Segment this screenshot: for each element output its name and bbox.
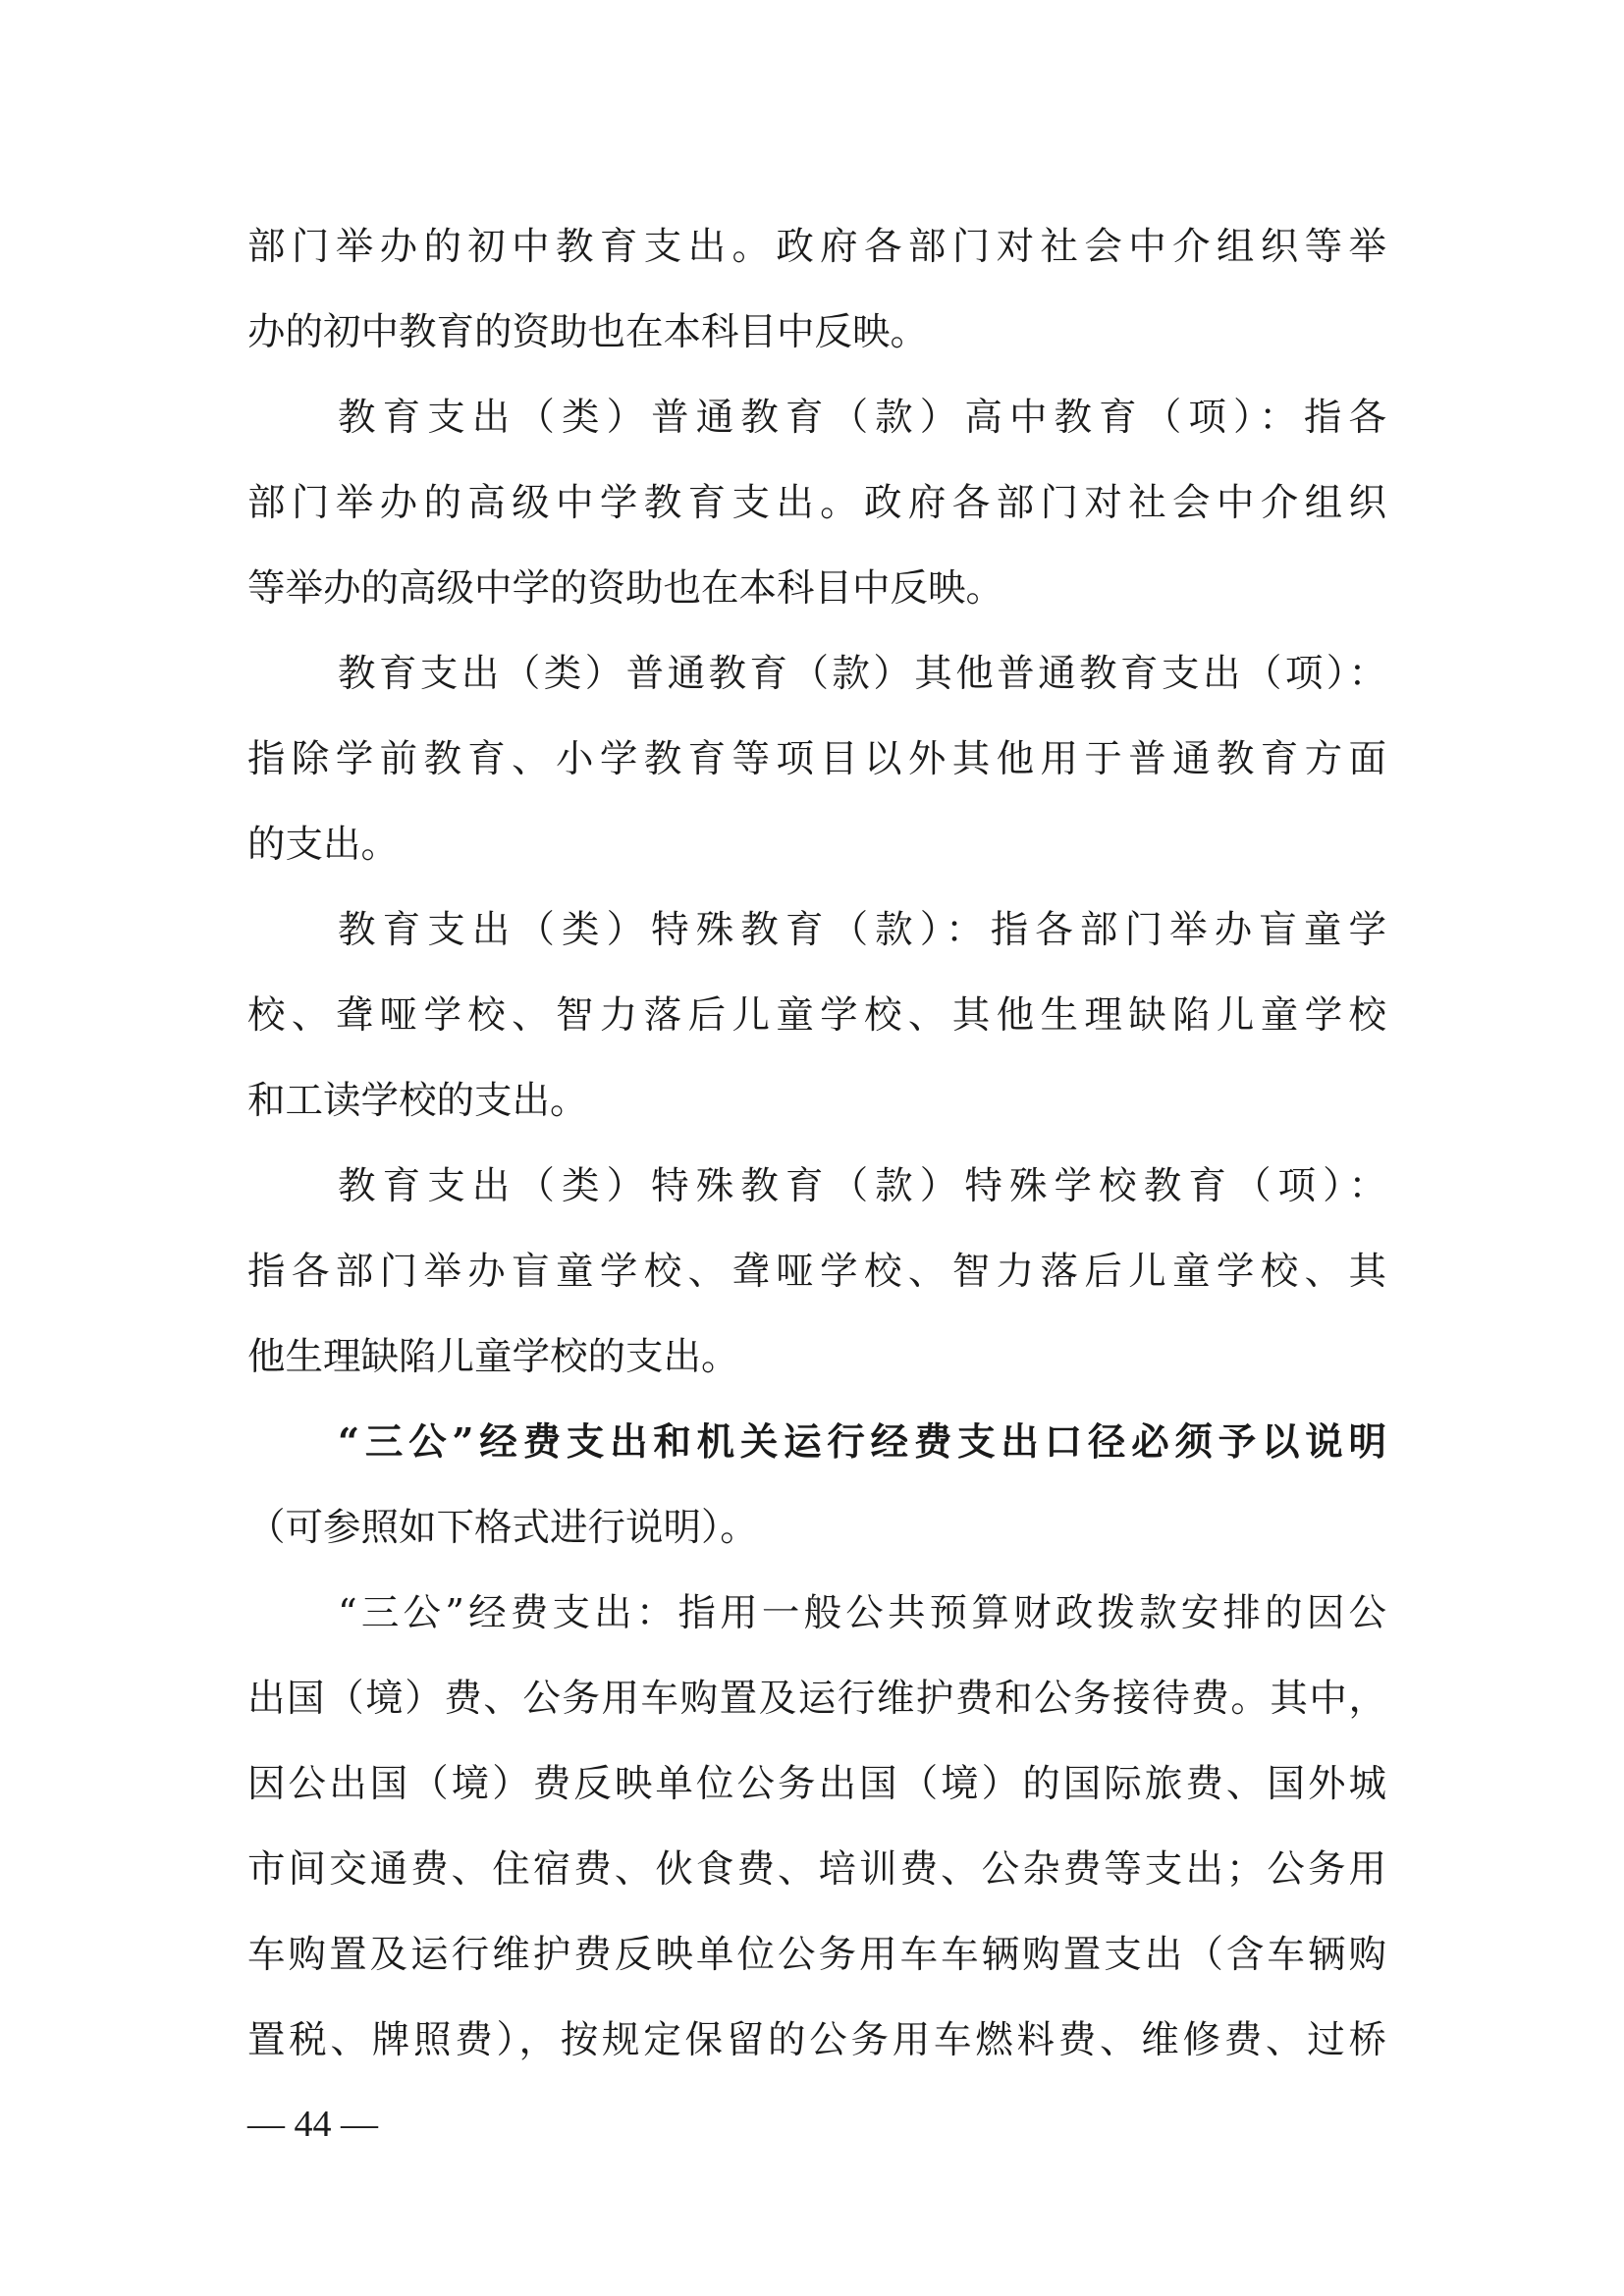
text-line: 和工读学校的支出。 bbox=[247, 1079, 588, 1123]
text-line: 指除学前教育、小学教育等项目以外其他用于普通教育方面 bbox=[247, 737, 1386, 781]
text-line: 部门举办的初中教育支出。政府各部门对社会中介组织等举 bbox=[247, 225, 1386, 269]
text-line: （可参照如下格式进行说明）。 bbox=[247, 1506, 758, 1550]
text-line: 办的初中教育的资助也在本科目中反映。 bbox=[247, 310, 929, 354]
text-line: 等举办的高级中学的资助也在本科目中反映。 bbox=[247, 566, 1004, 611]
text-line: 教育支出（类）普通教育（款）其他普通教育支出（项）： bbox=[338, 652, 1386, 696]
text-line: 教育支出（类）特殊教育（款）：指各部门举办盲童学 bbox=[338, 908, 1386, 952]
page-number: — 44 — bbox=[247, 2104, 378, 2145]
text-line: 指各部门举办盲童学校、聋哑学校、智力落后儿童学校、其 bbox=[247, 1250, 1386, 1294]
body-text bbox=[247, 204, 1386, 2083]
text-line: 校、聋哑学校、智力落后儿童学校、其他生理缺陷儿童学校 bbox=[247, 993, 1386, 1038]
text-line: 部门举办的高级中学教育支出。政府各部门对社会中介组织 bbox=[247, 481, 1386, 525]
text-line: 置税、牌照费），按规定保留的公务用车燃料费、维修费、过桥 bbox=[247, 2018, 1386, 2062]
text-line: 市间交通费、住宿费、伙食费、培训费、公杂费等支出；公务用 bbox=[247, 1847, 1386, 1892]
text-line: 因公出国（境）费反映单位公务出国（境）的国际旅费、国外城 bbox=[247, 1762, 1386, 1806]
text-line: 教育支出（类）特殊教育（款）特殊学校教育（项）： bbox=[338, 1164, 1386, 1208]
text-line: 他生理缺陷儿童学校的支出。 bbox=[247, 1335, 739, 1379]
text-line: 车购置及运行维护费反映单位公务用车车辆购置支出（含车辆购 bbox=[247, 1933, 1386, 1977]
text-line: 出国（境）费、公务用车购置及运行维护费和公务接待费。其中， bbox=[247, 1677, 1386, 1721]
section-heading: “三公”经费支出和机关运行经费支出口径必须予以说明 bbox=[338, 1420, 1386, 1465]
text-line: 的支出。 bbox=[247, 823, 400, 867]
text-line: 教育支出（类）普通教育（款）高中教育（项）：指各 bbox=[338, 396, 1386, 440]
text-line: “三公”经费支出：指用一般公共预算财政拨款安排的因公 bbox=[338, 1591, 1386, 1635]
